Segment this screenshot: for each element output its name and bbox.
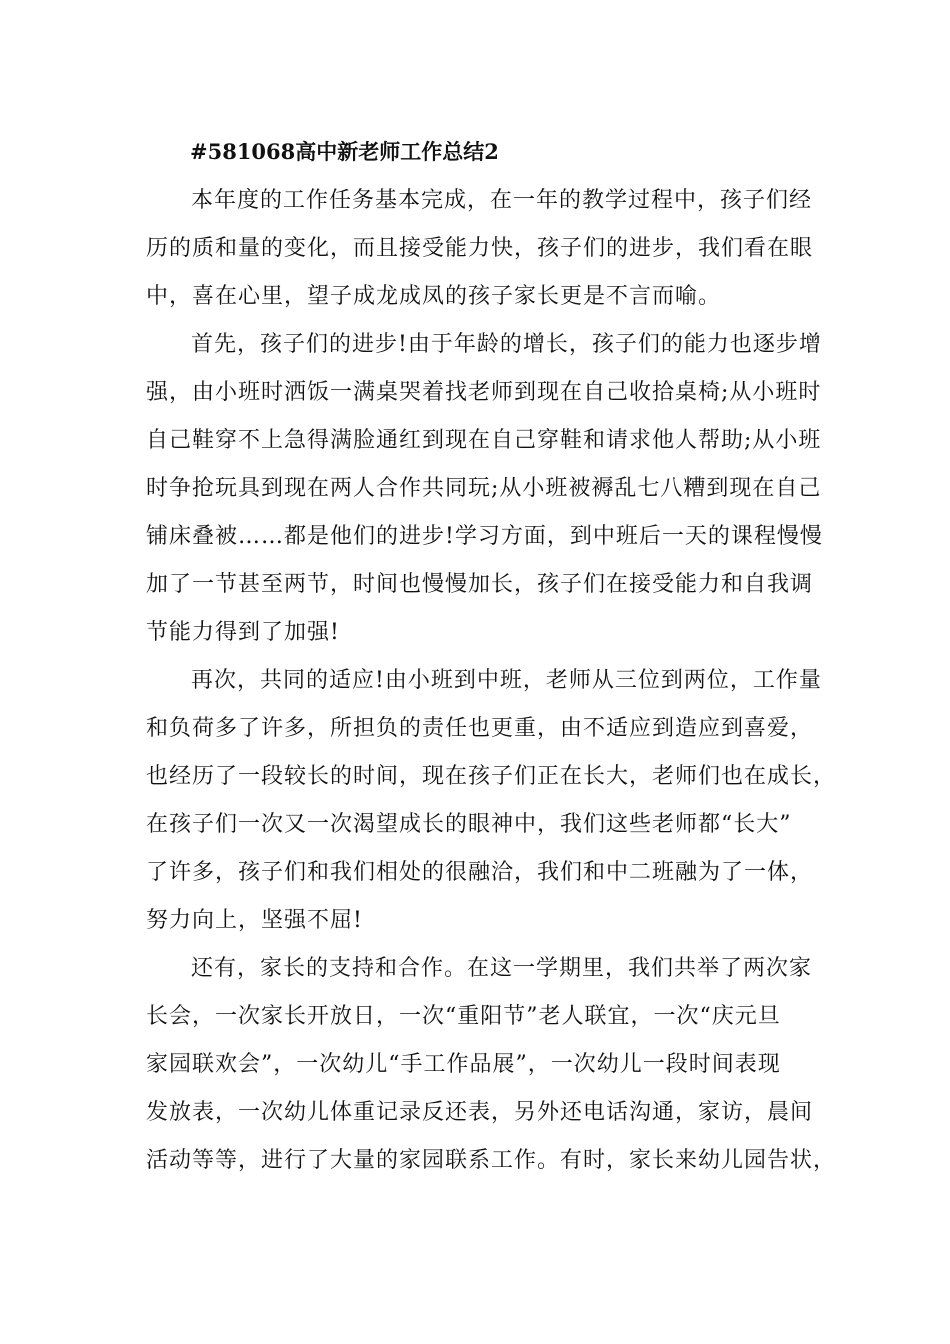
text-line: 历的质和量的变化，而且接受能力快，孩子们的进步，我们看在眼 — [146, 236, 814, 261]
text-line: 在孩子们一次又一次渴望成长的眼神中，我们这些老师都“长大” — [146, 812, 792, 837]
text-line: 家园联欢会”，一次幼儿“手工作品展”，一次幼儿一段时间表现 — [146, 1052, 781, 1077]
text-line: 自己鞋穿不上急得满脸通红到现在自己穿鞋和请求他人帮助;从小班 — [146, 428, 822, 453]
text-line: 和负荷多了许多，所担负的责任也更重，由不适应到造应到喜爱， — [146, 716, 814, 741]
document-title: #581068高中新老师工作总结2 — [190, 139, 499, 164]
document-body — [146, 183, 837, 1191]
text-line: 努力向上，坚强不屈! — [146, 908, 363, 933]
text-line: 也经历了一段较长的时间，现在孩子们正在长大，老师们也在成长， — [146, 764, 837, 789]
text-line: 活动等等，进行了大量的家园联系工作。有时，家长来幼儿园告状， — [146, 1148, 837, 1173]
text-line: 铺床叠被……都是他们的进步!学习方面，到中班后一天的课程慢慢 — [146, 524, 823, 549]
text-line: 再次，共同的适应!由小班到中班，老师从三位到两位，工作量 — [191, 668, 822, 693]
text-line: 时争抢玩具到现在两人合作共同玩;从小班被褥乱七八糟到现在自己 — [146, 476, 822, 501]
text-line: 本年度的工作任务基本完成，在一年的教学过程中，孩子们经 — [191, 188, 813, 213]
paragraph-4 — [146, 951, 837, 1179]
text-line: 发放表，一次幼儿体重记录反还表，另外还电话沟通，家访，晨间 — [146, 1100, 814, 1125]
text-line: 首先，孩子们的进步!由于年龄的增长，孩子们的能力也逐步增 — [191, 332, 822, 357]
paragraph-3 — [146, 663, 837, 939]
text-line: 了许多，孩子们和我们相处的很融洽，我们和中二班融为了一体， — [146, 860, 814, 885]
paragraph-1 — [146, 183, 826, 315]
text-line: 还有，家长的支持和合作。在这一学期里，我们共举了两次家 — [191, 956, 813, 981]
text-line: 中，喜在心里，望子成龙成凤的孩子家长更是不言而喻。 — [146, 284, 722, 309]
text-line: 长会，一次家长开放日，一次“重阳节”老人联宜，一次“庆元旦 — [146, 1004, 781, 1029]
text-line: 加了一节甚至两节，时间也慢慢加长，孩子们在接受能力和自我调 — [146, 572, 814, 597]
text-line: 强，由小班时洒饭一满桌哭着找老师到现在自己收拾桌椅;从小班时 — [146, 380, 822, 405]
text-line: 节能力得到了加强! — [146, 620, 340, 645]
paragraph-2 — [146, 327, 826, 651]
